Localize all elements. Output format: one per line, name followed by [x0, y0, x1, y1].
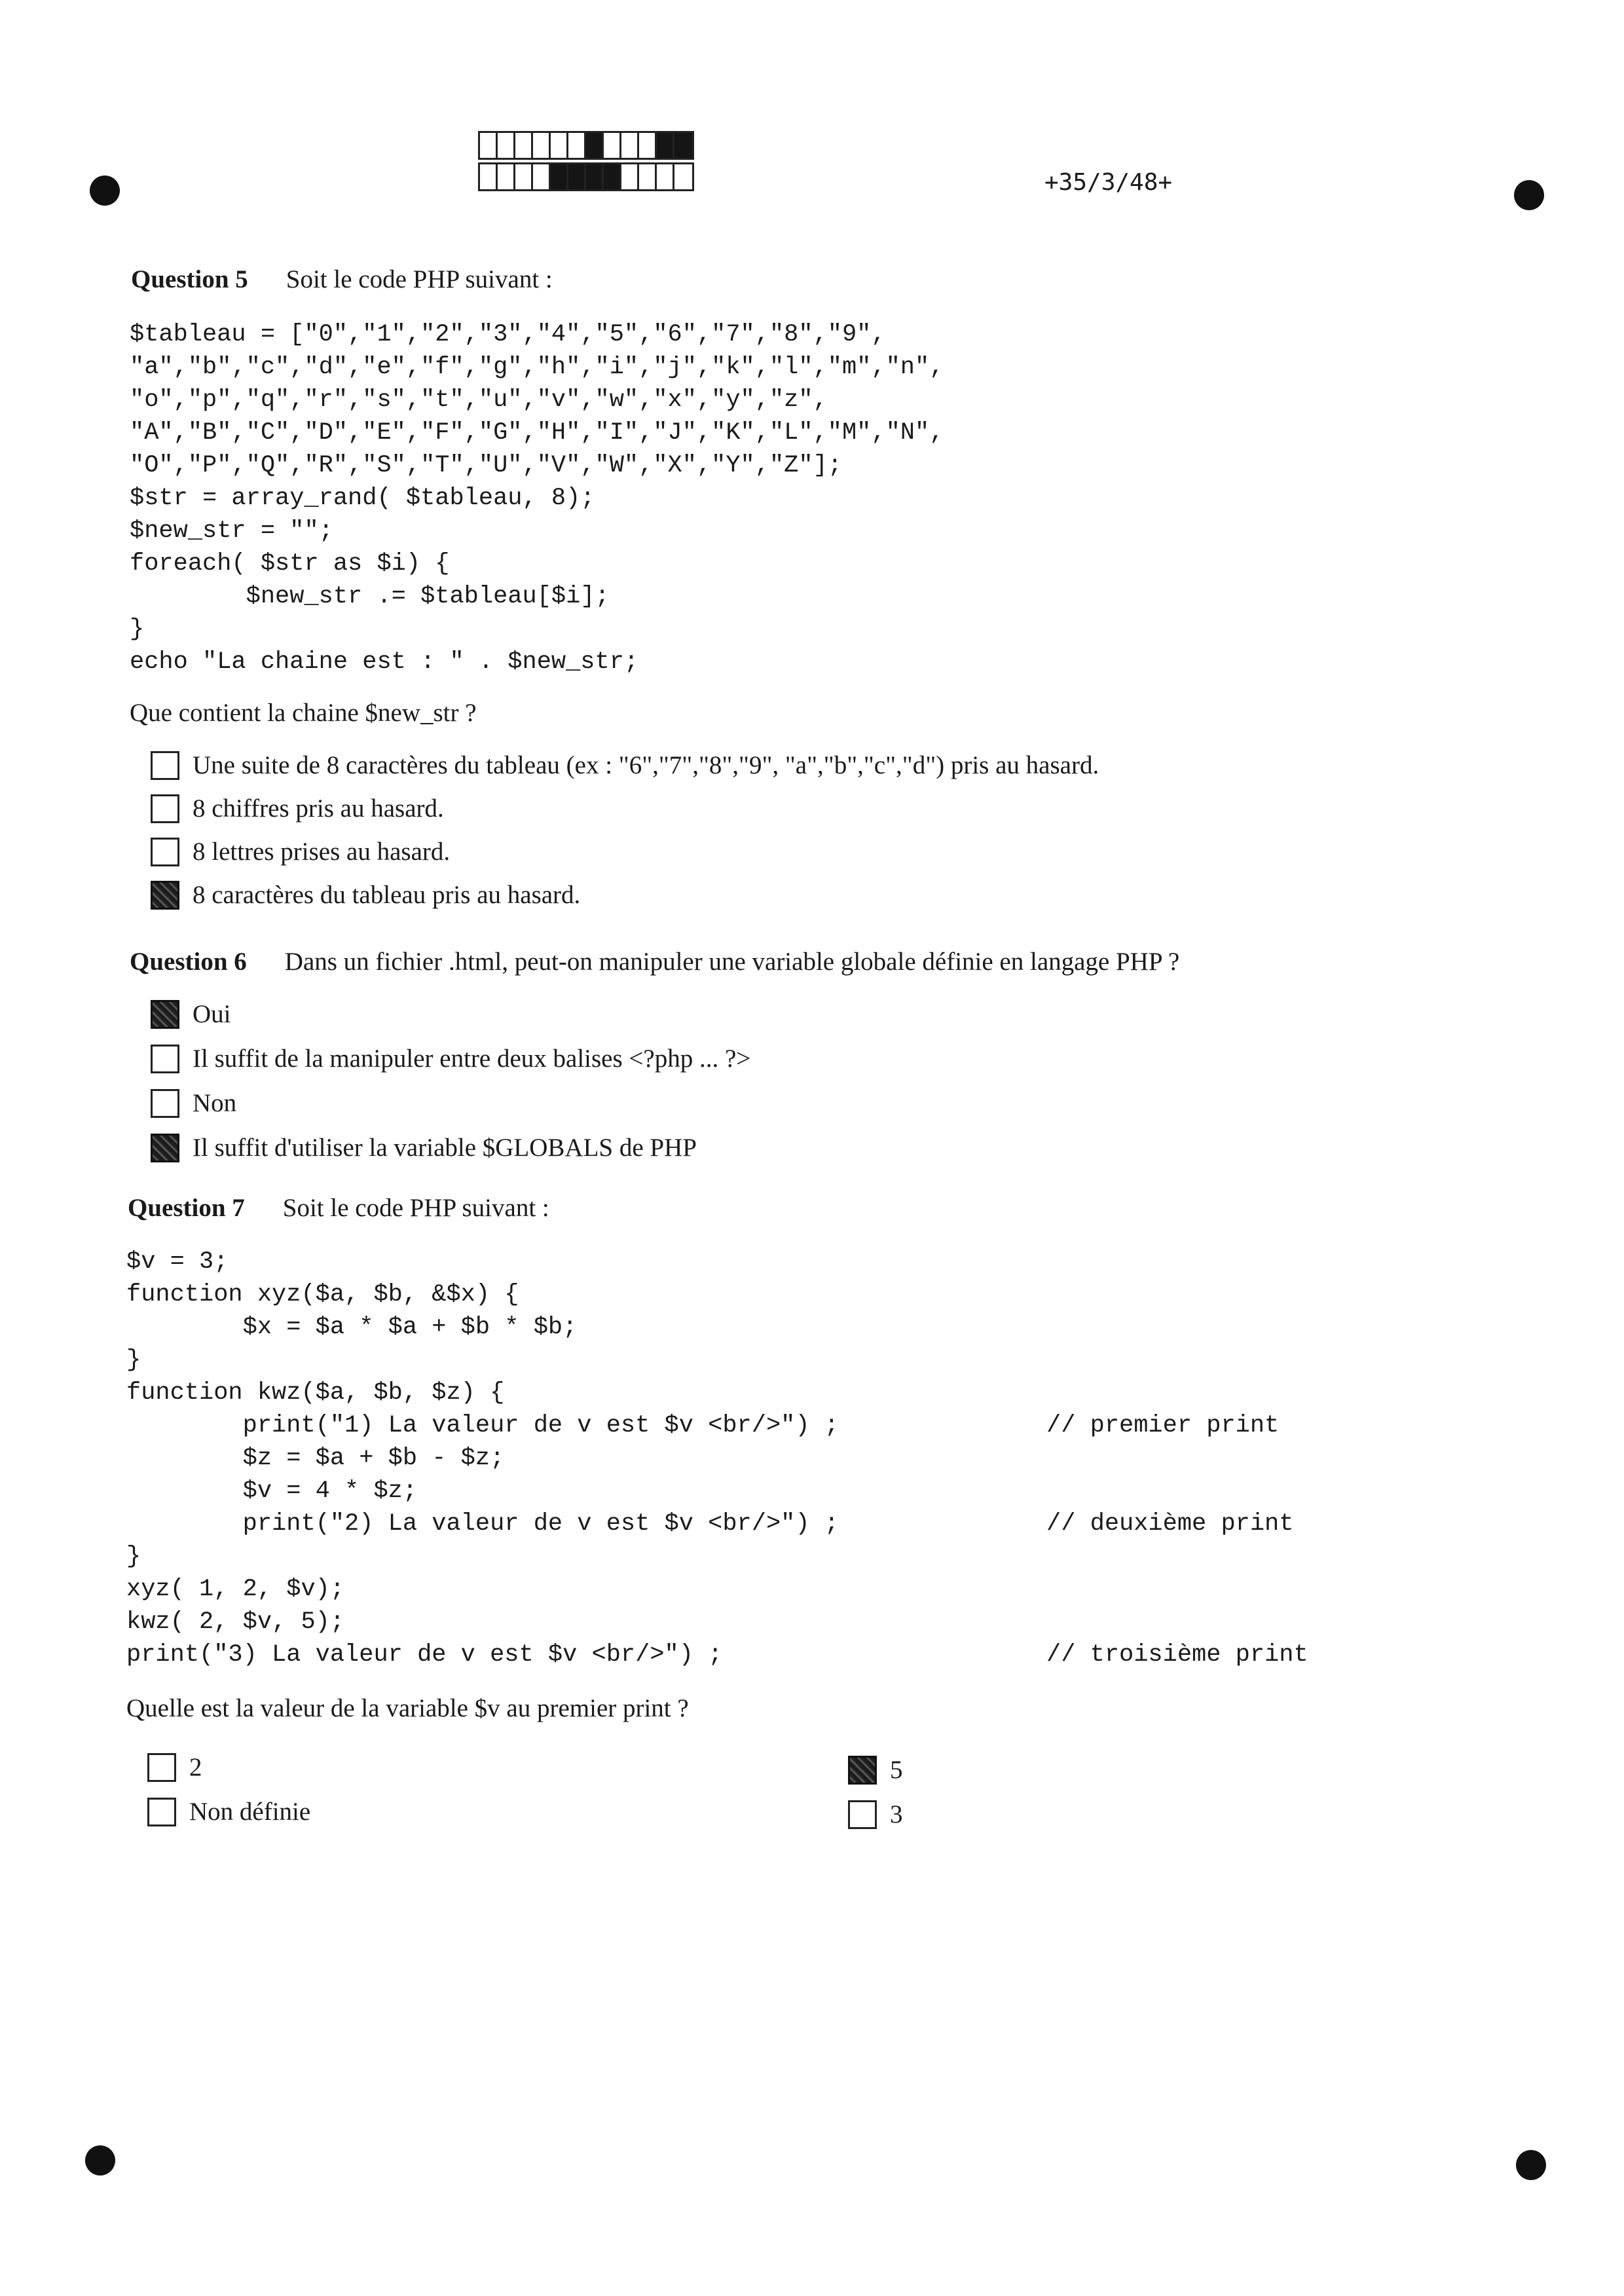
registration-mark-top-left — [90, 176, 120, 206]
page-barcode-bottom-row — [478, 162, 694, 191]
answer-label: 8 caractères du tableau pris au hasard. — [193, 881, 581, 909]
question-5-text: Soit le code PHP suivant : — [286, 265, 553, 293]
barcode-cell — [568, 164, 586, 189]
question-5-prompt: Que contient la chaine $new_str ? — [130, 699, 477, 727]
question-6-header — [130, 947, 1179, 976]
barcode-cell — [551, 133, 568, 158]
answer-label: Il suffit de la manipuler entre deux balises <?php ... ?> — [193, 1045, 751, 1073]
code-comment-second-print: // deuxième print — [1046, 1510, 1294, 1538]
question-7-prompt: Quelle est la valeur de la variable $v au premier print ? — [126, 1694, 689, 1722]
answer-label: Il suffit d'utiliser la variable $GLOBALS de PHP — [193, 1134, 697, 1162]
answer-checkbox[interactable] — [151, 1134, 179, 1162]
barcode-cell — [515, 133, 533, 158]
code-comment-first-print: // premier print — [1046, 1412, 1280, 1439]
page-identifier: +35/3/48+ — [1044, 169, 1173, 196]
question-7-text: Soit le code PHP suivant : — [282, 1194, 549, 1222]
question-7-code: $v = 3; function xyz($a, $b, &$x) { $x = $a * $a + $b * $b; } function kwz($a, $b, $z) { print("1) La valeur de v est $v <br/>") ; $z = $a + $b - $z; $v = 4 * $z; print("2) La valeur de v est $v <br/>") ; } xyz( 1, 2, $v); kwz( 2, $v, 5); print("3) La valeur de v est $v <br/>") ; — [126, 1248, 839, 1669]
answer-label: 8 lettres prises au hasard. — [193, 838, 451, 866]
question-5-answer-3[interactable] — [151, 837, 450, 866]
answer-label: 5 — [890, 1756, 903, 1784]
question-7-answer-4[interactable] — [848, 1800, 903, 1829]
answer-label: Oui — [193, 1000, 231, 1028]
barcode-cell — [498, 164, 515, 189]
question-5-answer-1[interactable] — [151, 750, 1099, 780]
answer-checkbox[interactable] — [151, 1045, 179, 1073]
answer-checkbox[interactable] — [147, 1798, 176, 1826]
barcode-cell — [568, 133, 586, 158]
barcode-cell — [586, 164, 604, 189]
barcode-cell — [480, 133, 498, 158]
question-6-text: Dans un fichier .html, peut-on manipuler une variable globale définie en langage PHP ? — [284, 948, 1180, 976]
answer-checkbox[interactable] — [147, 1753, 176, 1782]
question-6-answer-4[interactable] — [151, 1133, 697, 1162]
barcode-cell — [621, 133, 639, 158]
page-barcode-top-row — [478, 131, 694, 160]
question-6-answer-1[interactable] — [151, 999, 231, 1029]
answer-label: Non — [193, 1089, 237, 1117]
barcode-cell — [515, 164, 533, 189]
barcode-cell — [604, 133, 621, 158]
barcode-cell — [498, 133, 515, 158]
barcode-cell — [533, 164, 551, 189]
question-7-header — [128, 1193, 549, 1223]
answer-label: 3 — [890, 1800, 903, 1828]
barcode-cell — [674, 133, 692, 158]
registration-mark-top-right — [1514, 180, 1544, 210]
barcode-cell — [657, 133, 674, 158]
answer-checkbox[interactable] — [151, 1089, 179, 1118]
barcode-cell — [657, 164, 674, 189]
answer-checkbox[interactable] — [848, 1800, 877, 1829]
question-6-answer-3[interactable] — [151, 1088, 236, 1118]
barcode-cell — [639, 133, 657, 158]
answer-label: 8 chiffres pris au hasard. — [193, 794, 444, 823]
barcode-cell — [621, 164, 639, 189]
barcode-cell — [674, 164, 692, 189]
answer-checkbox[interactable] — [151, 751, 179, 780]
answer-checkbox[interactable] — [848, 1756, 877, 1785]
answer-label: Non définie — [189, 1798, 311, 1826]
question-5-label: Question 5 — [131, 265, 248, 293]
question-5-answer-2[interactable] — [151, 794, 444, 823]
barcode-cell — [480, 164, 498, 189]
answer-checkbox[interactable] — [151, 794, 179, 823]
answer-checkbox[interactable] — [151, 1000, 179, 1029]
answer-label: Une suite de 8 caractères du tableau (ex : "6","7","8","9", "a","b","c","d") pris au hasard. — [193, 751, 1099, 779]
question-7-label: Question 7 — [128, 1194, 245, 1222]
question-6-answer-2[interactable] — [151, 1044, 750, 1073]
question-7-answer-1[interactable] — [147, 1752, 202, 1782]
registration-mark-bottom-left — [85, 2145, 115, 2176]
answer-checkbox[interactable] — [151, 881, 179, 910]
barcode-cell — [639, 164, 657, 189]
answer-checkbox[interactable] — [151, 838, 179, 866]
question-7-answer-2[interactable] — [147, 1797, 310, 1826]
question-5-header — [131, 265, 553, 294]
question-6-label: Question 6 — [130, 948, 247, 976]
question-5-code: $tableau = ["0","1","2","3","4","5","6","7","8","9", "a","b","c","d","e","f","g","h","i","j","k","l","m","n", "o","p","q","r","s","t","u","v","w","x","y","z", "A","B","C","D","E","F","G","H","I","J","K","L","M","N", "O","P","Q","R","S","T","U","V","W","X","Y","Z"]; $str = array_rand( $tableau, 8); $new_str = ""; foreach( $str as $i) { $new_str .= $tableau[$i]; } echo "La chaine est : " . $new_str; — [130, 321, 944, 676]
registration-mark-bottom-right — [1516, 2150, 1546, 2180]
question-5-answer-4[interactable] — [151, 880, 580, 910]
barcode-cell — [586, 133, 604, 158]
barcode-cell — [533, 133, 551, 158]
code-comment-third-print: // troisième print — [1046, 1641, 1308, 1669]
question-7-answer-3[interactable] — [848, 1755, 903, 1785]
answer-label: 2 — [189, 1753, 202, 1781]
barcode-cell — [604, 164, 621, 189]
barcode-cell — [551, 164, 568, 189]
